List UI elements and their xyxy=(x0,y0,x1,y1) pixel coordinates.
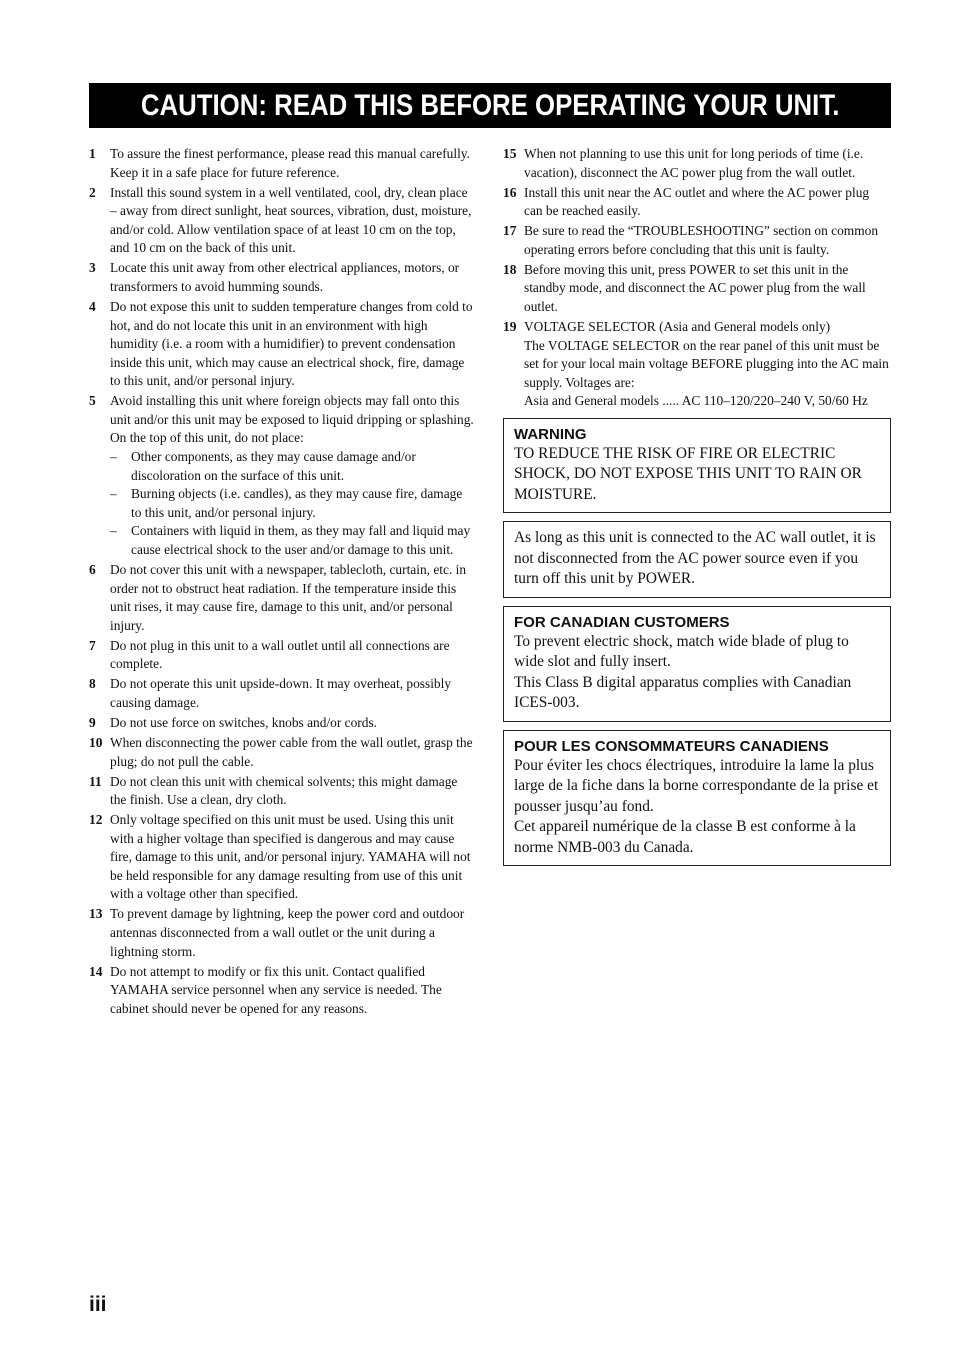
list-item xyxy=(89,145,475,182)
item-number: 11 xyxy=(89,773,102,789)
item-text: Install this unit near the AC outlet and where the AC power plug can be reached easily. xyxy=(524,184,870,219)
item-number: 4 xyxy=(89,298,96,314)
list-item xyxy=(89,963,475,1019)
item-text: Do not plug in this unit to a wall outlet until all connections are complete. xyxy=(110,637,450,672)
right-column xyxy=(503,145,891,866)
item-text: VOLTAGE SELECTOR (Asia and General models only) xyxy=(524,318,831,334)
list-item xyxy=(503,222,891,259)
dash-bullet: – xyxy=(110,486,117,502)
list-item xyxy=(89,259,475,296)
sub-item xyxy=(110,448,475,485)
canadian-text-1: To prevent electric shock, match wide blade of plug to wide slot and fully insert. xyxy=(514,632,849,671)
list-item xyxy=(89,714,475,733)
item-number: 19 xyxy=(503,318,517,334)
list-item xyxy=(503,184,891,221)
french-text-1: Pour éviter les chocs électriques, introduire la lame la plus large de la fiche dans la borne correspondante de la prise et pousser jusqu’au fond. xyxy=(514,756,879,815)
item-text: Do not expose this unit to sudden temperature changes from cold to hot, and do not locate this unit in an environment with high humidity (i.e. a room with a humidifier) to prevent condensation inside this unit, which may cause an electrical shock, fire, damage to this unit, and/or personal injury. xyxy=(110,298,473,389)
dot-leaders: ..... xyxy=(662,393,680,409)
item-number: 16 xyxy=(503,184,517,200)
item-number: 8 xyxy=(89,676,96,692)
list-item xyxy=(89,675,475,712)
item-text: Do not use force on switches, knobs and/or cords. xyxy=(110,714,378,730)
item-number: 7 xyxy=(89,637,96,653)
list-item xyxy=(89,637,475,674)
dash-bullet: – xyxy=(110,449,117,465)
voltage-row xyxy=(524,392,891,411)
item-number: 10 xyxy=(89,734,103,750)
item-text: Before moving this unit, press POWER to set this unit in the standby mode, and disconnect the AC power plug from the wall outlet. xyxy=(524,261,866,314)
item-text: When not planning to use this unit for long periods of time (i.e. vacation), disconnect the AC power plug from the wall outlet. xyxy=(524,146,864,180)
list-item xyxy=(89,184,475,258)
canadian-text-2: This Class B digital apparatus complies with Canadian ICES-003. xyxy=(514,673,852,712)
item-number: 14 xyxy=(89,963,103,979)
power-notice-text: As long as this unit is connected to the AC wall outlet, it is not disconnected from the AC power source even if you turn off this unit by POWER. xyxy=(514,529,876,588)
item-number: 17 xyxy=(503,223,517,239)
sub-item-text: Burning objects (i.e. candles), as they may cause fire, damage to this unit, and/or personal injury. xyxy=(131,486,463,520)
item-number: 12 xyxy=(89,812,103,828)
sub-item xyxy=(110,485,475,522)
item-text: To assure the finest performance, please read this manual carefully. Keep it in a safe place for future reference. xyxy=(110,146,470,180)
warning-heading: WARNING xyxy=(514,425,587,443)
item-number: 5 xyxy=(89,393,96,409)
canadian-customers-box xyxy=(503,606,891,722)
item-text-continued: The VOLTAGE SELECTOR on the rear panel of this unit must be set for your local main voltage BEFORE plugging into the AC main supply. Voltages are: xyxy=(524,337,889,390)
title-banner xyxy=(89,83,891,128)
french-text-2: Cet appareil numérique de la classe B est conforme à la norme NMB-003 du Canada. xyxy=(514,818,856,856)
list-item xyxy=(503,145,891,182)
left-column xyxy=(89,145,475,1020)
item-number: 9 xyxy=(89,714,96,730)
voltage-value: AC 110–120/220–240 V, 50/60 Hz xyxy=(681,393,868,409)
item-text: To prevent damage by lightning, keep the power cord and outdoor antennas disconnected from a wall outlet or the unit during a lightning storm. xyxy=(110,906,465,959)
page-title: CAUTION: READ THIS BEFORE OPERATING YOUR UNIT. xyxy=(140,88,840,122)
canadian-heading: FOR CANADIAN CUSTOMERS xyxy=(514,613,730,631)
item-body xyxy=(110,392,475,559)
item-number: 3 xyxy=(89,260,96,276)
list-item xyxy=(89,773,475,810)
french-heading: POUR LES CONSOMMATEURS CANADIENS xyxy=(514,737,829,755)
item-number: 2 xyxy=(89,184,96,200)
list-item xyxy=(89,734,475,771)
sub-item-text: Containers with liquid in them, as they may fall and liquid may cause electrical shock to the user and/or damage to this unit. xyxy=(131,523,471,558)
list-item xyxy=(89,905,475,961)
item-number: 6 xyxy=(89,562,96,578)
sub-item xyxy=(110,522,475,559)
item-text: Do not operate this unit upside-down. It may overheat, possibly causing damage. xyxy=(110,676,452,710)
page-number: iii xyxy=(89,1293,107,1316)
dash-bullet: – xyxy=(110,523,117,539)
power-notice-box xyxy=(503,521,891,598)
french-canadian-box xyxy=(503,730,891,867)
item-text: Do not clean this unit with chemical solvents; this might damage the finish. Use a clean, dry cloth. xyxy=(110,773,458,808)
item-text: Avoid installing this unit where foreign objects may fall onto this unit and/or this unit may be exposed to liquid dripping or splashing. On the top of this unit, do not place: xyxy=(110,393,474,446)
list-item xyxy=(89,392,475,559)
warning-text: TO REDUCE THE RISK OF FIRE OR ELECTRIC SHOCK, DO NOT EXPOSE THIS UNIT TO RAIN OR MOISTURE. xyxy=(514,444,862,503)
item-text: Only voltage specified on this unit must be used. Using this unit with a higher voltage than specified is dangerous and may cause fire, damage to this unit, and/or personal injury. YAMAHA will not be held responsible for any damage resulting from use of this unit with a voltage other than specified. xyxy=(110,812,471,902)
item-number: 18 xyxy=(503,261,517,277)
warning-box xyxy=(503,418,891,514)
item-text: When disconnecting the power cable from the wall outlet, grasp the plug; do not pull the cable. xyxy=(110,734,473,769)
list-item xyxy=(89,561,475,635)
sub-item-text: Other components, as they may cause damage and/or discoloration on the surface of this unit. xyxy=(131,449,416,483)
item-text: Locate this unit away from other electrical appliances, motors, or transformers to avoid humming sounds. xyxy=(110,260,460,294)
item-text: Do not cover this unit with a newspaper, tablecloth, curtain, etc. in order not to obstruct heat radiation. If the temperature inside this unit rises, it may cause fire, damage to this unit, and/or personal injury. xyxy=(110,562,467,633)
list-item xyxy=(503,261,891,317)
item-number: 13 xyxy=(89,906,103,922)
item-body xyxy=(524,318,891,411)
item-number: 15 xyxy=(503,146,517,161)
list-item xyxy=(89,298,475,391)
list-item xyxy=(89,811,475,904)
models-label: Asia and General models xyxy=(524,393,659,409)
item-text: Be sure to read the “TROUBLESHOOTING” section on common operating errors before concluding that this unit is faulty. xyxy=(524,223,879,257)
item-number: 1 xyxy=(89,146,96,161)
item-text: Do not attempt to modify or fix this unit. Contact qualified YAMAHA service personnel when any service is needed. The cabinet should never be opened for any reasons. xyxy=(110,963,442,1016)
item-text: Install this sound system in a well ventilated, cool, dry, clean place – away from direct sunlight, heat sources, vibration, dust, moisture, and/or cold. Allow ventilation space of at least 10 cm on the top, and 10 cm on the back of this unit. xyxy=(110,184,472,256)
list-item xyxy=(503,318,891,411)
